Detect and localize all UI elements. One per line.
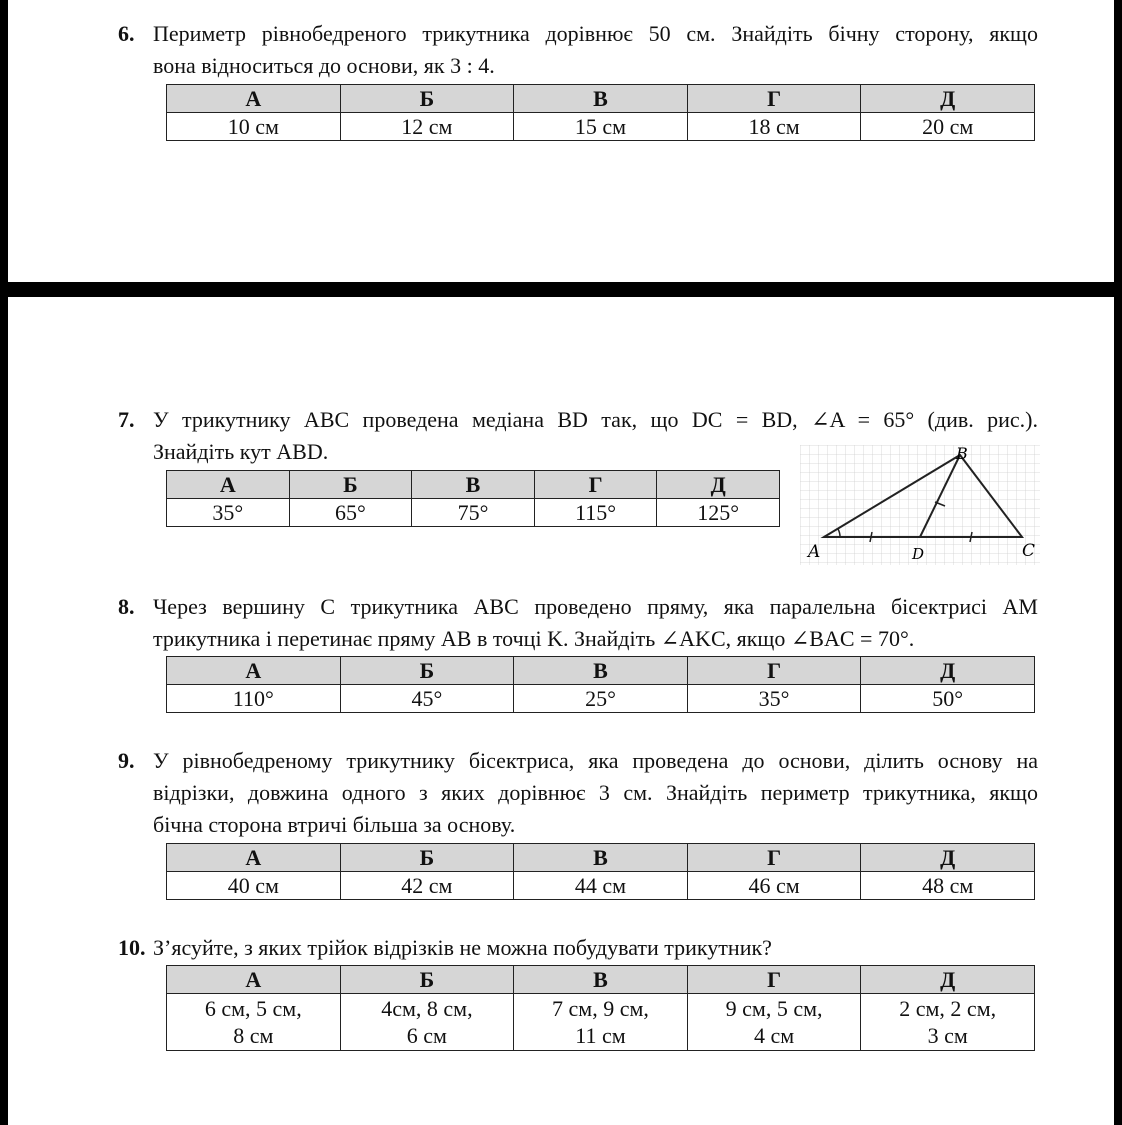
option-value-line: 8 см [233,1023,274,1048]
option-label: Д [657,471,780,499]
option-label: Б [289,471,412,499]
answer-table-10 [166,965,1035,1051]
option-value-line: 4см, 8 см, [381,996,473,1021]
answer-table-9 [166,843,1035,900]
label-b: B [956,445,968,463]
answer-value-row [167,872,1035,900]
option-label: В [514,657,688,685]
option-label: Д [861,657,1035,685]
option-label: Д [861,85,1035,113]
option-value: 42 см [340,872,514,900]
option-value: 50° [861,685,1035,713]
question-10 [118,932,1038,964]
option-label: Г [687,85,861,113]
question-line: Знайдіть кут ABD. [153,439,329,464]
option-label: А [167,966,341,994]
answer-header-row [167,844,1035,872]
option-label: Г [687,966,861,994]
question-number: 6. [118,21,135,46]
option-value: 44 см [514,872,688,900]
option-label: В [514,85,688,113]
option-value: 35° [687,685,861,713]
triangle-figure [800,445,1040,570]
answer-value-row [167,685,1035,713]
option-value: 18 см [687,113,861,141]
option-value-line: 4 см [753,1023,795,1048]
option-value [514,994,688,1051]
question-line: Через вершину C трикутника ABC проведено пряму, яка паралельна бісектрисі AM [153,594,1038,619]
question-line: бічна сторона втричі більша за основу. [153,812,516,837]
option-label: Д [861,966,1035,994]
option-value: 75° [412,499,535,527]
answer-table-8 [166,656,1035,713]
label-a: A [808,542,821,562]
question-line: трикутника і перетинає пряму AB в точці K. Знайдіть ∠AKC, якщо ∠BAC = 70°. [153,626,915,651]
option-label: Д [861,844,1035,872]
question-6 [118,18,1038,82]
option-label: В [514,844,688,872]
option-value: 35° [167,499,290,527]
answer-table-7 [166,470,780,527]
option-label: А [167,471,290,499]
question-text [153,591,1038,655]
question-number: 10. [118,935,146,960]
question-line: відрізки, довжина одного з яких дорівнює 3 см. Знайдіть периметр трикутника, якщо [153,780,1038,805]
option-value-line: 6 см [406,1023,447,1048]
answer-table-6 [166,84,1035,141]
option-value [167,994,341,1051]
option-value: 25° [514,685,688,713]
question-number: 9. [118,748,135,773]
question-line: У трикутнику ABC проведена медіана BD так, що DC = BD, ∠A = 65° (див. рис.). [153,407,1038,432]
option-label: Б [340,844,514,872]
option-value: 65° [289,499,412,527]
option-value-line: 11 см [575,1023,626,1048]
question-text [153,745,1038,841]
option-label: Б [340,657,514,685]
option-label: А [167,657,341,685]
option-value: 10 см [167,113,341,141]
option-value: 115° [534,499,657,527]
answer-header-row [167,657,1035,685]
answer-header-row [167,85,1035,113]
option-value-line: 3 см [927,1023,968,1048]
option-value-line: 2 см, 2 см, [899,996,997,1021]
question-line: З’ясуйте, з яких трійок відрізків не можна побудувати трикутник? [153,935,772,960]
option-label: Г [687,844,861,872]
label-c: C [1022,541,1036,561]
answer-value-row [167,994,1035,1051]
option-value-line: 6 см, 5 см, [204,996,302,1021]
option-value [687,994,861,1051]
option-value-line: 7 см, 9 см, [552,996,649,1021]
option-label: Г [534,471,657,499]
answer-value-row [167,499,780,527]
option-value: 48 см [861,872,1035,900]
option-value-line: 9 см, 5 см, [725,996,823,1021]
question-line: Периметр рівнобедреного трикутника дорівнює 50 см. Знайдіть бічну сторону, якщо [153,21,1038,46]
question-number: 7. [118,407,135,432]
option-value [861,994,1035,1051]
option-value: 110° [167,685,341,713]
option-label: В [514,966,688,994]
option-value: 45° [340,685,514,713]
option-label: А [167,844,341,872]
question-line: У рівнобедреному трикутнику бісектриса, яка проведена до основи, ділить основу на [153,748,1038,773]
question-8 [118,591,1038,655]
question-number: 8. [118,594,135,619]
option-value: 15 см [514,113,688,141]
answer-header-row [167,471,780,499]
question-9 [118,745,1038,841]
option-label: Б [340,85,514,113]
answer-value-row [167,113,1035,141]
question-text [153,18,1038,82]
option-label: Б [340,966,514,994]
question-line: вона відноситься до основи, як 3 : 4. [153,53,495,78]
option-value: 46 см [687,872,861,900]
answer-header-row [167,966,1035,994]
option-label: Г [687,657,861,685]
option-label: В [412,471,535,499]
option-value [340,994,514,1051]
option-value: 12 см [340,113,514,141]
option-value: 20 см [861,113,1035,141]
option-label: А [167,85,341,113]
option-value: 40 см [167,872,341,900]
label-d: D [912,545,925,563]
option-value: 125° [657,499,780,527]
question-text [153,932,1038,964]
